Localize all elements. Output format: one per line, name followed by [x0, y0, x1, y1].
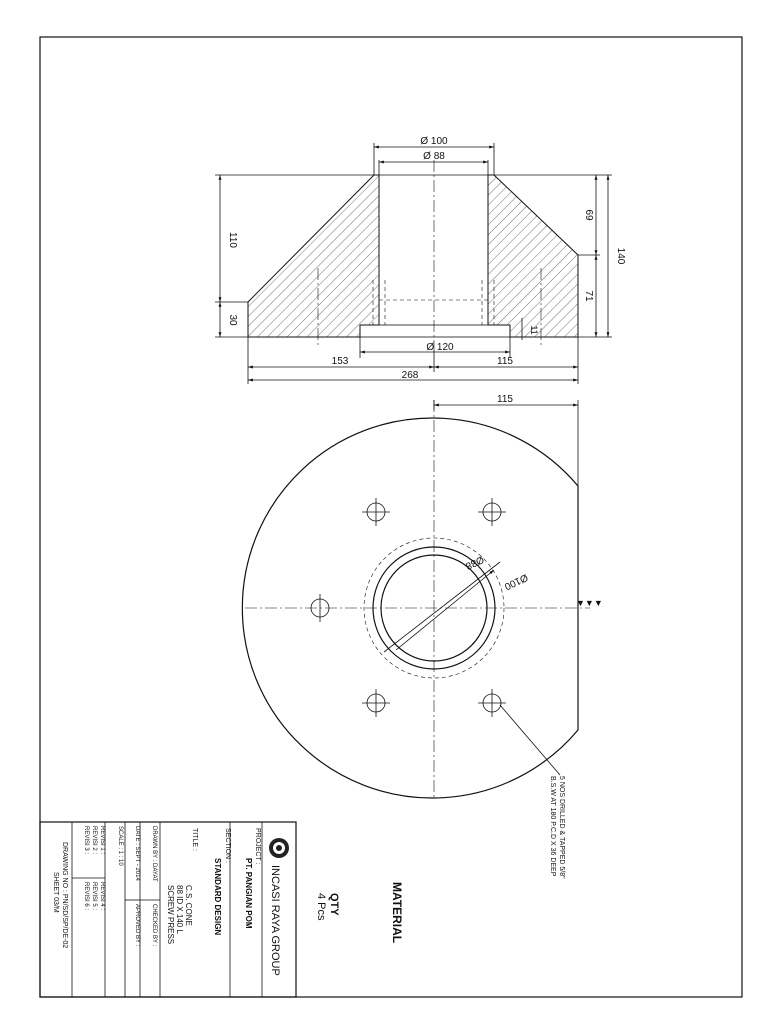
dim-11: 11	[529, 325, 539, 335]
scale: SCALE : 1 : 10	[117, 826, 123, 866]
dim-dia-100-top: Ø 100	[420, 136, 448, 147]
drawing-frame	[40, 37, 742, 997]
aproved-by: APROVED BY :	[134, 904, 140, 947]
plan-view	[242, 394, 602, 879]
title-line2: 88 ID X 140 L	[175, 885, 184, 934]
dim-71: 71	[583, 290, 594, 302]
dim-30: 30	[227, 314, 238, 326]
title-line3: SCREW PRESS	[166, 885, 175, 945]
drawn-by: DRAWN BY : DAYAT	[151, 826, 157, 882]
section-view	[215, 136, 626, 384]
revisi-2: REVISI 2 :	[91, 826, 97, 855]
section-right-half	[488, 175, 578, 337]
dim-140: 140	[615, 247, 626, 265]
dim-69: 69	[583, 209, 594, 221]
checked-by: CHECKED BY :	[151, 904, 157, 947]
bolt-hole-bottom-left	[362, 689, 390, 717]
dim-dia-120: Ø 120	[426, 342, 454, 353]
revisi-6: REVISI 6 :	[83, 882, 89, 911]
dim-dia-88-plan: Ø88	[463, 553, 486, 572]
hole-note-line2: B.S.W AT 180 P.C.D X 36 DEEP	[549, 776, 556, 877]
dim-268: 268	[401, 370, 419, 381]
bolt-hole-top-right	[478, 498, 506, 526]
bolt-hole-top-left	[362, 498, 390, 526]
qty-value: 4 Pcs	[315, 893, 327, 921]
company-logo	[269, 838, 289, 858]
revisi-4: REVISI 4 :	[99, 882, 105, 911]
sheet-number: SHEET 03/M	[52, 872, 59, 913]
qty-label: QTY	[328, 893, 340, 916]
section-label: SECTION :	[224, 828, 231, 864]
date: DATE : SEPT - 2014	[134, 826, 140, 881]
material-label: MATERIAL	[390, 882, 404, 944]
section-value: STANDARD DESIGN	[213, 858, 222, 936]
title-line1: C.S. CONE	[184, 885, 193, 926]
title-block	[40, 822, 296, 997]
revisi-3: REVISI 3 :	[83, 826, 89, 855]
project-label: PROJECT :	[254, 828, 261, 865]
hole-note-line1: 5 NOS DRILLED & TAPPED 5/8"	[558, 776, 565, 879]
dim-153: 153	[331, 356, 349, 367]
surface-finish-mark: ▼▼▼	[576, 598, 603, 608]
dim-115-bottom: 115	[497, 356, 513, 367]
project-value: PT. PANGIAN POM	[244, 858, 253, 929]
drawing-number: DRAWING NO : PN/SD/SP/DE-02	[61, 842, 68, 949]
dim-110: 110	[227, 232, 238, 248]
company-name: INCASI RAYA GROUP	[269, 865, 281, 976]
revisi-1: REVISI 1 :	[99, 826, 105, 855]
dim-dia-100-plan: Ø100	[502, 571, 530, 592]
dim-dia-88-top: Ø 88	[423, 151, 445, 162]
section-left-half	[248, 175, 379, 337]
dim-115-plan: 115	[497, 394, 513, 405]
title-label: TITLE :	[191, 828, 198, 851]
bolt-hole-bottom-right	[478, 689, 506, 717]
revisi-5: REVISI 5 :	[91, 882, 97, 911]
